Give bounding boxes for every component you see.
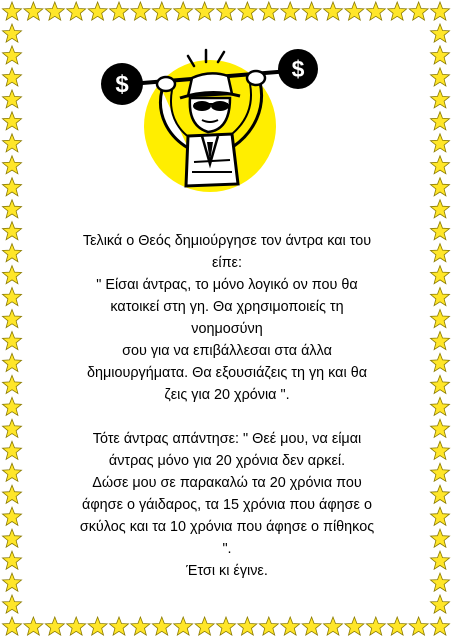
star-icon — [324, 2, 343, 20]
story-line: σκύλος και τα 10 χρόνια που άφησε ο πίθηκος — [79, 519, 375, 535]
star-icon — [45, 2, 64, 20]
star-icon — [431, 397, 450, 415]
star-icon — [3, 178, 22, 196]
star-icon — [259, 2, 278, 20]
star-icon — [431, 266, 450, 284]
star-icon — [431, 134, 450, 152]
story-line: Τελικά ο Θεός δημιούργησε τον άντρα και του — [82, 233, 372, 249]
star-icon — [152, 2, 171, 20]
star-icon — [345, 617, 364, 635]
star-icon — [431, 419, 450, 437]
star-icon — [3, 112, 22, 130]
story-line: άντρας μόνο για 20 χρόνια δεν αρκεί. — [108, 453, 346, 469]
star-icon — [88, 2, 107, 20]
weightlifter-clipart — [90, 44, 330, 194]
star-icon — [195, 617, 214, 635]
star-icon — [281, 617, 300, 635]
star-icon — [3, 507, 22, 525]
star-icon — [431, 288, 450, 306]
star-icon — [195, 2, 214, 20]
star-icon — [431, 68, 450, 86]
star-icon — [431, 24, 450, 42]
star-icon — [281, 2, 300, 20]
right-hand — [247, 71, 265, 85]
star-icon — [3, 288, 22, 306]
story-line: ". — [222, 541, 232, 557]
star-icon — [174, 2, 193, 20]
star-icon — [366, 2, 385, 20]
story-line: νοημοσύνη — [191, 321, 263, 337]
star-icon — [174, 617, 193, 635]
star-icon — [431, 375, 450, 393]
star-icon — [67, 617, 86, 635]
star-icon — [431, 178, 450, 196]
paragraph-1 — [68, 230, 386, 406]
star-icon — [217, 2, 236, 20]
star-icon — [45, 617, 64, 635]
star-icon — [3, 2, 22, 20]
star-icon — [431, 2, 450, 20]
star-icon — [431, 507, 450, 525]
star-icon — [409, 2, 428, 20]
star-icon — [3, 68, 22, 86]
star-icon — [3, 419, 22, 437]
star-icon — [302, 617, 321, 635]
star-icon — [431, 332, 450, 350]
story-line: σου για να επιβάλλεσαι στα άλλα — [122, 343, 332, 359]
star-icon — [388, 2, 407, 20]
star-icon — [431, 310, 450, 328]
star-icon — [3, 24, 22, 42]
star-icon — [238, 2, 257, 20]
star-icon — [431, 46, 450, 64]
star-icon — [431, 200, 450, 218]
story-line: Τότε άντρας απάντησε: " Θεέ μου, να είμαι — [92, 431, 362, 447]
star-icon — [3, 90, 22, 108]
star-icon — [24, 617, 43, 635]
story-line: δημιουργήματα. Θα εξουσιάζεις τη γη και θα — [86, 365, 368, 381]
story-line: ζεις για 20 χρόνια ". — [164, 387, 290, 403]
star-icon — [88, 617, 107, 635]
star-icon — [3, 46, 22, 64]
star-icon — [431, 595, 450, 613]
star-icon — [131, 617, 150, 635]
star-icon — [67, 2, 86, 20]
star-icon — [431, 156, 450, 174]
star-icon — [110, 2, 129, 20]
story-line: είπε: — [212, 255, 242, 271]
star-icon — [217, 617, 236, 635]
star-icon — [3, 353, 22, 371]
story-line: κατοικεί στη γη. Θα χρησιμοποιείς τη — [110, 299, 344, 315]
star-icon — [409, 617, 428, 635]
star-icon — [302, 2, 321, 20]
story-line: " Είσαι άντρας, το μόνο λογικό ον που θα — [96, 277, 358, 293]
star-icon — [324, 617, 343, 635]
dollar-right-icon: $ — [291, 56, 305, 82]
star-icon — [388, 617, 407, 635]
star-icon — [431, 222, 450, 240]
star-icon — [431, 112, 450, 130]
star-icon — [431, 529, 450, 547]
story-line: Έτσι κι έγινε. — [186, 563, 268, 579]
star-icon — [3, 463, 22, 481]
star-icon — [431, 485, 450, 503]
star-icon — [431, 353, 450, 371]
story-line: Δώσε μου σε παρακαλώ τα 20 χρόνια που — [92, 475, 362, 491]
star-icon — [431, 617, 450, 635]
star-icon — [24, 2, 43, 20]
star-icon — [3, 573, 22, 591]
star-icon — [366, 617, 385, 635]
star-icon — [431, 551, 450, 569]
paragraph-2 — [68, 428, 386, 582]
star-icon — [3, 332, 22, 350]
story-text — [68, 230, 386, 582]
star-icon — [431, 441, 450, 459]
star-icon — [3, 551, 22, 569]
star-icon — [431, 463, 450, 481]
star-icon — [3, 310, 22, 328]
star-icon — [3, 441, 22, 459]
star-icon — [110, 617, 129, 635]
story-line: άφησε ο γάιδαρος, τα 15 χρόνια που άφησε ο — [82, 497, 372, 513]
star-icon — [3, 485, 22, 503]
star-icon — [3, 617, 22, 635]
star-icon — [3, 266, 22, 284]
star-icon — [431, 244, 450, 262]
left-hand — [157, 77, 175, 91]
star-icon — [431, 573, 450, 591]
star-icon — [431, 90, 450, 108]
star-icon — [3, 595, 22, 613]
star-icon — [3, 156, 22, 174]
star-icon — [3, 222, 22, 240]
dollar-left-icon: $ — [115, 71, 129, 98]
star-icon — [259, 617, 278, 635]
star-icon — [131, 2, 150, 20]
star-icon — [3, 397, 22, 415]
star-icon — [3, 375, 22, 393]
star-icon — [3, 244, 22, 262]
star-icon — [152, 617, 171, 635]
star-icon — [3, 134, 22, 152]
star-icon — [238, 617, 257, 635]
star-icon — [345, 2, 364, 20]
star-icon — [3, 200, 22, 218]
star-icon — [3, 529, 22, 547]
